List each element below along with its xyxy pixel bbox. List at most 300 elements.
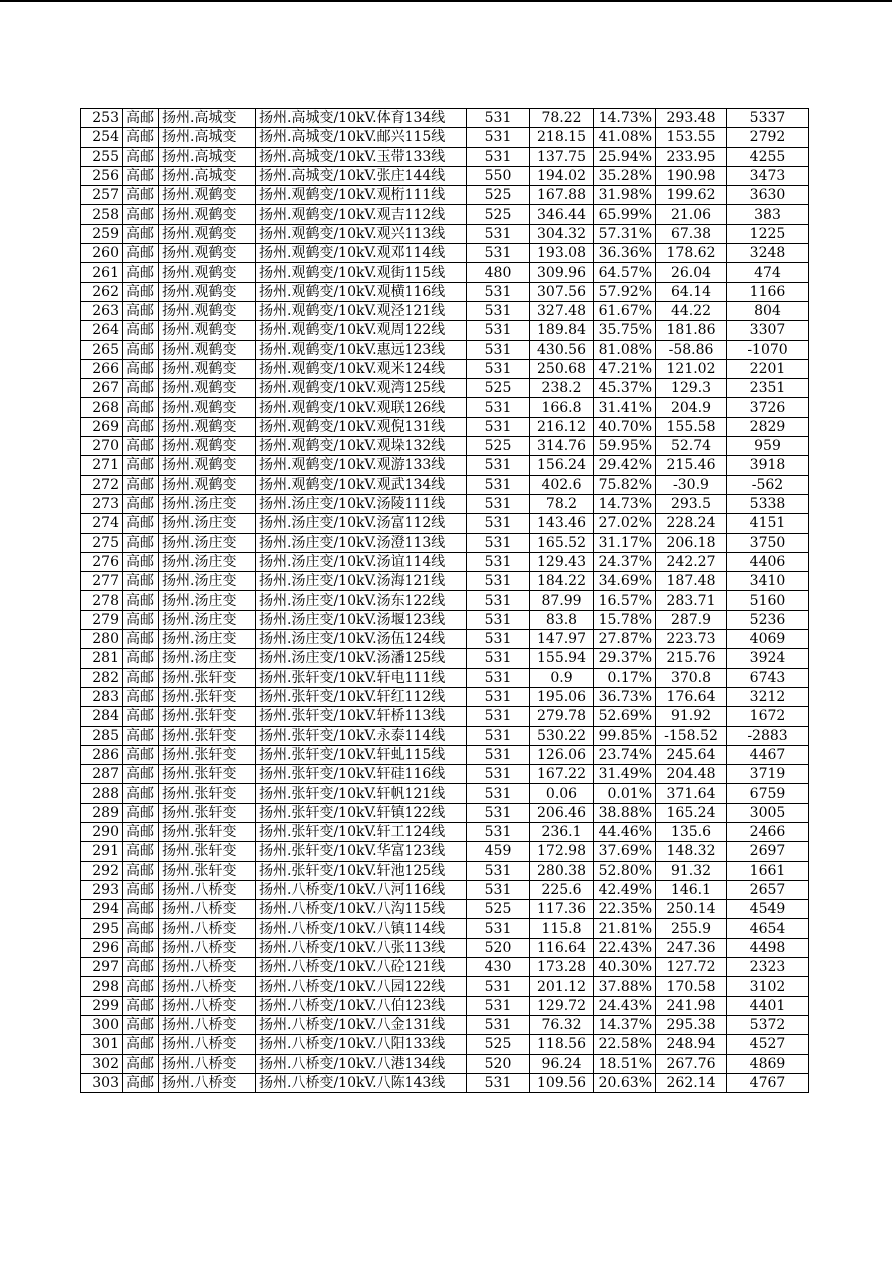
load-cell: 156.24 — [530, 456, 594, 475]
remaining-kw-cell: 4406 — [727, 552, 809, 571]
load-rate-cell: 22.35% — [594, 900, 656, 919]
row-index-cell: 296 — [81, 938, 123, 957]
remaining-kw-cell: 1672 — [727, 707, 809, 726]
row-index-cell: 274 — [81, 514, 123, 533]
feeder-line-cell: 扬州.八桥变/10kV.八镇114线 — [256, 919, 467, 938]
load-cell: 327.48 — [530, 301, 594, 320]
remaining-kw-cell: 6743 — [727, 668, 809, 687]
load-cell: 280.38 — [530, 861, 594, 880]
substation-cell: 扬州.观鹤变 — [159, 417, 256, 436]
load-cell: 129.72 — [530, 996, 594, 1015]
load-cell: 109.56 — [530, 1073, 594, 1092]
capacity-cell: 531 — [467, 707, 530, 726]
feeder-line-cell: 扬州.张轩变/10kV.永泰114线 — [256, 726, 467, 745]
feeder-line-cell: 扬州.八桥变/10kV.八河116线 — [256, 880, 467, 899]
feeder-line-cell: 扬州.张轩变/10kV.华富123线 — [256, 842, 467, 861]
area-cell: 高邮 — [123, 784, 159, 803]
capacity-cell: 525 — [467, 437, 530, 456]
capacity-cell: 531 — [467, 417, 530, 436]
table-row — [81, 649, 809, 668]
substation-cell: 扬州.张轩变 — [159, 822, 256, 841]
remaining-capacity-cell: 91.32 — [656, 861, 727, 880]
capacity-cell: 531 — [467, 359, 530, 378]
feeder-line-cell: 扬州.汤庄变/10kV.汤东122线 — [256, 591, 467, 610]
load-rate-cell: 22.58% — [594, 1035, 656, 1054]
row-index-cell: 263 — [81, 301, 123, 320]
remaining-kw-cell: 4654 — [727, 919, 809, 938]
load-cell: 189.84 — [530, 321, 594, 340]
remaining-capacity-cell: 215.76 — [656, 649, 727, 668]
load-rate-cell: 29.37% — [594, 649, 656, 668]
remaining-capacity-cell: 293.48 — [656, 109, 727, 128]
remaining-capacity-cell: 129.3 — [656, 379, 727, 398]
load-cell: 201.12 — [530, 977, 594, 996]
feeder-line-cell: 扬州.观鹤变/10kV.观周122线 — [256, 321, 467, 340]
remaining-kw-cell: 4255 — [727, 147, 809, 166]
area-cell: 高邮 — [123, 842, 159, 861]
load-cell: 116.64 — [530, 938, 594, 957]
area-cell: 高邮 — [123, 610, 159, 629]
substation-cell: 扬州.张轩变 — [159, 668, 256, 687]
capacity-cell: 531 — [467, 321, 530, 340]
area-cell: 高邮 — [123, 591, 159, 610]
substation-cell: 扬州.张轩变 — [159, 687, 256, 706]
load-rate-cell: 22.43% — [594, 938, 656, 957]
substation-cell: 扬州.汤庄变 — [159, 610, 256, 629]
area-cell: 高邮 — [123, 128, 159, 147]
feeder-line-cell: 扬州.观鹤变/10kV.观兴113线 — [256, 224, 467, 243]
feeder-line-cell: 扬州.八桥变/10kV.八伯123线 — [256, 996, 467, 1015]
capacity-cell: 531 — [467, 340, 530, 359]
remaining-capacity-cell: 26.04 — [656, 263, 727, 282]
table-row — [81, 803, 809, 822]
table-row — [81, 224, 809, 243]
table-row — [81, 707, 809, 726]
row-index-cell: 254 — [81, 128, 123, 147]
load-rate-cell: 15.78% — [594, 610, 656, 629]
feeder-line-cell: 扬州.八桥变/10kV.八金131线 — [256, 1015, 467, 1034]
remaining-kw-cell: 3630 — [727, 186, 809, 205]
area-cell: 高邮 — [123, 996, 159, 1015]
table-row — [81, 687, 809, 706]
table-row — [81, 166, 809, 185]
substation-cell: 扬州.张轩变 — [159, 745, 256, 764]
row-index-cell: 273 — [81, 494, 123, 513]
area-cell: 高邮 — [123, 707, 159, 726]
area-cell: 高邮 — [123, 803, 159, 822]
load-cell: 309.96 — [530, 263, 594, 282]
feeder-line-cell: 扬州.汤庄变/10kV.汤谊114线 — [256, 552, 467, 571]
load-cell: 250.68 — [530, 359, 594, 378]
row-index-cell: 265 — [81, 340, 123, 359]
substation-cell: 扬州.汤庄变 — [159, 591, 256, 610]
row-index-cell: 294 — [81, 900, 123, 919]
load-cell: 83.8 — [530, 610, 594, 629]
feeder-line-cell: 扬州.张轩变/10kV.轩红112线 — [256, 687, 467, 706]
row-index-cell: 284 — [81, 707, 123, 726]
row-index-cell: 288 — [81, 784, 123, 803]
row-index-cell: 271 — [81, 456, 123, 475]
row-index-cell: 301 — [81, 1035, 123, 1054]
substation-cell: 扬州.八桥变 — [159, 977, 256, 996]
substation-cell: 扬州.汤庄变 — [159, 514, 256, 533]
load-rate-cell: 40.70% — [594, 417, 656, 436]
row-index-cell: 253 — [81, 109, 123, 128]
capacity-cell: 531 — [467, 109, 530, 128]
capacity-cell: 531 — [467, 224, 530, 243]
area-cell: 高邮 — [123, 514, 159, 533]
load-rate-cell: 25.94% — [594, 147, 656, 166]
capacity-cell: 531 — [467, 977, 530, 996]
capacity-cell: 531 — [467, 765, 530, 784]
load-rate-cell: 75.82% — [594, 475, 656, 494]
substation-cell: 扬州.观鹤变 — [159, 340, 256, 359]
load-cell: 143.46 — [530, 514, 594, 533]
load-rate-cell: 14.37% — [594, 1015, 656, 1034]
capacity-cell: 531 — [467, 552, 530, 571]
feeder-line-cell: 扬州.观鹤变/10kV.观泾121线 — [256, 301, 467, 320]
load-cell: 279.78 — [530, 707, 594, 726]
load-rate-cell: 0.17% — [594, 668, 656, 687]
row-index-cell: 303 — [81, 1073, 123, 1092]
load-cell: 530.22 — [530, 726, 594, 745]
row-index-cell: 297 — [81, 958, 123, 977]
feeder-line-cell: 扬州.观鹤变/10kV.观桁111线 — [256, 186, 467, 205]
capacity-cell: 531 — [467, 919, 530, 938]
table-row — [81, 359, 809, 378]
remaining-kw-cell: 3102 — [727, 977, 809, 996]
load-rate-cell: 31.17% — [594, 533, 656, 552]
table-row — [81, 938, 809, 957]
remaining-kw-cell: 4869 — [727, 1054, 809, 1073]
load-cell: 206.46 — [530, 803, 594, 822]
table-row — [81, 861, 809, 880]
load-rate-cell: 65.99% — [594, 205, 656, 224]
table-row — [81, 244, 809, 263]
table-row — [81, 668, 809, 687]
remaining-capacity-cell: 64.14 — [656, 282, 727, 301]
capacity-cell: 531 — [467, 996, 530, 1015]
feeder-line-cell: 扬州.张轩变/10kV.轩池125线 — [256, 861, 467, 880]
table-row — [81, 765, 809, 784]
substation-cell: 扬州.高城变 — [159, 147, 256, 166]
load-cell: 173.28 — [530, 958, 594, 977]
load-cell: 307.56 — [530, 282, 594, 301]
load-cell: 126.06 — [530, 745, 594, 764]
remaining-capacity-cell: 135.6 — [656, 822, 727, 841]
capacity-cell: 531 — [467, 475, 530, 494]
substation-cell: 扬州.八桥变 — [159, 919, 256, 938]
table-row — [81, 437, 809, 456]
remaining-capacity-cell: 262.14 — [656, 1073, 727, 1092]
load-rate-cell: 35.28% — [594, 166, 656, 185]
load-cell: 87.99 — [530, 591, 594, 610]
area-cell: 高邮 — [123, 359, 159, 378]
area-cell: 高邮 — [123, 417, 159, 436]
area-cell: 高邮 — [123, 919, 159, 938]
substation-cell: 扬州.张轩变 — [159, 726, 256, 745]
load-rate-cell: 52.69% — [594, 707, 656, 726]
area-cell: 高邮 — [123, 301, 159, 320]
remaining-capacity-cell: 255.9 — [656, 919, 727, 938]
capacity-cell: 531 — [467, 610, 530, 629]
substation-cell: 扬州.八桥变 — [159, 1054, 256, 1073]
remaining-capacity-cell: 176.64 — [656, 687, 727, 706]
load-cell: 304.32 — [530, 224, 594, 243]
capacity-cell: 531 — [467, 398, 530, 417]
remaining-capacity-cell: 371.64 — [656, 784, 727, 803]
capacity-cell: 531 — [467, 649, 530, 668]
feeder-line-cell: 扬州.汤庄变/10kV.汤潘125线 — [256, 649, 467, 668]
area-cell: 高邮 — [123, 321, 159, 340]
capacity-cell: 531 — [467, 533, 530, 552]
table-row — [81, 282, 809, 301]
remaining-kw-cell: 474 — [727, 263, 809, 282]
remaining-capacity-cell: -30.9 — [656, 475, 727, 494]
row-index-cell: 262 — [81, 282, 123, 301]
substation-cell: 扬州.观鹤变 — [159, 244, 256, 263]
row-index-cell: 264 — [81, 321, 123, 340]
table-body — [81, 109, 809, 1093]
load-rate-cell: 37.69% — [594, 842, 656, 861]
remaining-kw-cell: 3473 — [727, 166, 809, 185]
remaining-kw-cell: 4069 — [727, 630, 809, 649]
feeder-line-cell: 扬州.张轩变/10kV.轩工124线 — [256, 822, 467, 841]
remaining-kw-cell: 3307 — [727, 321, 809, 340]
capacity-cell: 525 — [467, 186, 530, 205]
capacity-cell: 531 — [467, 630, 530, 649]
load-rate-cell: 38.88% — [594, 803, 656, 822]
load-rate-cell: 42.49% — [594, 880, 656, 899]
substation-cell: 扬州.张轩变 — [159, 765, 256, 784]
substation-cell: 扬州.观鹤变 — [159, 224, 256, 243]
capacity-cell: 531 — [467, 803, 530, 822]
area-cell: 高邮 — [123, 552, 159, 571]
row-index-cell: 268 — [81, 398, 123, 417]
feeder-line-cell: 扬州.八桥变/10kV.八张113线 — [256, 938, 467, 957]
substation-cell: 扬州.八桥变 — [159, 996, 256, 1015]
remaining-kw-cell: 2351 — [727, 379, 809, 398]
area-cell: 高邮 — [123, 205, 159, 224]
capacity-cell: 531 — [467, 514, 530, 533]
area-cell: 高邮 — [123, 938, 159, 957]
remaining-capacity-cell: 155.58 — [656, 417, 727, 436]
table-row — [81, 186, 809, 205]
table-row — [81, 822, 809, 841]
substation-cell: 扬州.高城变 — [159, 109, 256, 128]
area-cell: 高邮 — [123, 1073, 159, 1092]
substation-cell: 扬州.汤庄变 — [159, 533, 256, 552]
load-rate-cell: 24.37% — [594, 552, 656, 571]
load-rate-cell: 44.46% — [594, 822, 656, 841]
remaining-capacity-cell: 21.06 — [656, 205, 727, 224]
row-index-cell: 260 — [81, 244, 123, 263]
table-row — [81, 205, 809, 224]
remaining-capacity-cell: 204.9 — [656, 398, 727, 417]
substation-cell: 扬州.张轩变 — [159, 861, 256, 880]
load-cell: 167.22 — [530, 765, 594, 784]
table-row — [81, 630, 809, 649]
capacity-cell: 531 — [467, 822, 530, 841]
remaining-capacity-cell: 91.92 — [656, 707, 727, 726]
substation-cell: 扬州.高城变 — [159, 166, 256, 185]
substation-cell: 扬州.高城变 — [159, 128, 256, 147]
remaining-kw-cell: 3918 — [727, 456, 809, 475]
table-row — [81, 533, 809, 552]
row-index-cell: 257 — [81, 186, 123, 205]
load-rate-cell: 40.30% — [594, 958, 656, 977]
table-row — [81, 379, 809, 398]
load-rate-cell: 27.02% — [594, 514, 656, 533]
substation-cell: 扬州.观鹤变 — [159, 321, 256, 340]
load-rate-cell: 14.73% — [594, 109, 656, 128]
row-index-cell: 293 — [81, 880, 123, 899]
load-cell: 165.52 — [530, 533, 594, 552]
load-cell: 115.8 — [530, 919, 594, 938]
remaining-capacity-cell: 204.48 — [656, 765, 727, 784]
feeder-line-cell: 扬州.八桥变/10kV.八陈143线 — [256, 1073, 467, 1092]
load-rate-cell: 31.41% — [594, 398, 656, 417]
load-cell: 172.98 — [530, 842, 594, 861]
table-row — [81, 919, 809, 938]
substation-cell: 扬州.汤庄变 — [159, 552, 256, 571]
row-index-cell: 282 — [81, 668, 123, 687]
row-index-cell: 289 — [81, 803, 123, 822]
table-row — [81, 726, 809, 745]
remaining-kw-cell: -2883 — [727, 726, 809, 745]
remaining-capacity-cell: 370.8 — [656, 668, 727, 687]
load-rate-cell: 45.37% — [594, 379, 656, 398]
table-row — [81, 591, 809, 610]
area-cell: 高邮 — [123, 900, 159, 919]
load-rate-cell: 14.73% — [594, 494, 656, 513]
row-index-cell: 290 — [81, 822, 123, 841]
table-row — [81, 514, 809, 533]
feeder-line-cell: 扬州.观鹤变/10kV.观米124线 — [256, 359, 467, 378]
feeder-line-cell: 扬州.汤庄变/10kV.汤富112线 — [256, 514, 467, 533]
remaining-capacity-cell: 215.46 — [656, 456, 727, 475]
substation-cell: 扬州.八桥变 — [159, 938, 256, 957]
load-cell: 166.8 — [530, 398, 594, 417]
feeder-line-cell: 扬州.张轩变/10kV.轩电111线 — [256, 668, 467, 687]
row-index-cell: 259 — [81, 224, 123, 243]
capacity-cell: 531 — [467, 745, 530, 764]
load-rate-cell: 27.87% — [594, 630, 656, 649]
capacity-cell: 531 — [467, 668, 530, 687]
remaining-capacity-cell: 250.14 — [656, 900, 727, 919]
substation-cell: 扬州.汤庄变 — [159, 572, 256, 591]
remaining-kw-cell: 4151 — [727, 514, 809, 533]
remaining-kw-cell: 804 — [727, 301, 809, 320]
remaining-kw-cell: 4527 — [727, 1035, 809, 1054]
capacity-cell: 531 — [467, 244, 530, 263]
remaining-kw-cell: 2323 — [727, 958, 809, 977]
load-cell: 218.15 — [530, 128, 594, 147]
row-index-cell: 291 — [81, 842, 123, 861]
row-index-cell: 276 — [81, 552, 123, 571]
row-index-cell: 278 — [81, 591, 123, 610]
load-rate-cell: 23.74% — [594, 745, 656, 764]
load-cell: 118.56 — [530, 1035, 594, 1054]
remaining-capacity-cell: 223.73 — [656, 630, 727, 649]
substation-cell: 扬州.八桥变 — [159, 1073, 256, 1092]
substation-cell: 扬州.观鹤变 — [159, 282, 256, 301]
substation-cell: 扬州.观鹤变 — [159, 475, 256, 494]
row-index-cell: 283 — [81, 687, 123, 706]
area-cell: 高邮 — [123, 726, 159, 745]
substation-cell: 扬州.汤庄变 — [159, 649, 256, 668]
capacity-cell: 531 — [467, 128, 530, 147]
row-index-cell: 277 — [81, 572, 123, 591]
area-cell: 高邮 — [123, 1015, 159, 1034]
substation-cell: 扬州.张轩变 — [159, 707, 256, 726]
load-cell: 346.44 — [530, 205, 594, 224]
load-rate-cell: 24.43% — [594, 996, 656, 1015]
substation-cell: 扬州.张轩变 — [159, 784, 256, 803]
substation-cell: 扬州.张轩变 — [159, 803, 256, 822]
capacity-cell: 531 — [467, 861, 530, 880]
load-rate-cell: 59.95% — [594, 437, 656, 456]
table-row — [81, 958, 809, 977]
remaining-kw-cell: 959 — [727, 437, 809, 456]
area-cell: 高邮 — [123, 1054, 159, 1073]
remaining-kw-cell: -562 — [727, 475, 809, 494]
substation-cell: 扬州.观鹤变 — [159, 437, 256, 456]
capacity-cell: 531 — [467, 572, 530, 591]
row-index-cell: 261 — [81, 263, 123, 282]
feeder-line-cell: 扬州.观鹤变/10kV.观街115线 — [256, 263, 467, 282]
load-cell: 216.12 — [530, 417, 594, 436]
substation-cell: 扬州.八桥变 — [159, 1015, 256, 1034]
load-rate-cell: 34.69% — [594, 572, 656, 591]
capacity-cell: 525 — [467, 1035, 530, 1054]
remaining-kw-cell: 3750 — [727, 533, 809, 552]
area-cell: 高邮 — [123, 668, 159, 687]
area-cell: 高邮 — [123, 765, 159, 784]
table-row — [81, 572, 809, 591]
feeder-line-cell: 扬州.高城变/10kV.张庄144线 — [256, 166, 467, 185]
load-rate-cell: 21.81% — [594, 919, 656, 938]
load-cell: 193.08 — [530, 244, 594, 263]
load-rate-cell: 18.51% — [594, 1054, 656, 1073]
load-cell: 0.06 — [530, 784, 594, 803]
load-cell: 76.32 — [530, 1015, 594, 1034]
row-index-cell: 266 — [81, 359, 123, 378]
row-index-cell: 299 — [81, 996, 123, 1015]
feeder-line-cell: 扬州.汤庄变/10kV.汤海121线 — [256, 572, 467, 591]
remaining-capacity-cell: 190.98 — [656, 166, 727, 185]
load-rate-cell: 20.63% — [594, 1073, 656, 1092]
capacity-cell: 531 — [467, 301, 530, 320]
area-cell: 高邮 — [123, 745, 159, 764]
remaining-kw-cell: 4767 — [727, 1073, 809, 1092]
table-row — [81, 340, 809, 359]
feeder-line-cell: 扬州.观鹤变/10kV.观湾125线 — [256, 379, 467, 398]
row-index-cell: 281 — [81, 649, 123, 668]
table-row — [81, 1054, 809, 1073]
area-cell: 高邮 — [123, 977, 159, 996]
substation-cell: 扬州.八桥变 — [159, 958, 256, 977]
table-row — [81, 494, 809, 513]
table-row — [81, 880, 809, 899]
row-index-cell: 287 — [81, 765, 123, 784]
row-index-cell: 270 — [81, 437, 123, 456]
remaining-capacity-cell: 242.27 — [656, 552, 727, 571]
capacity-cell: 531 — [467, 591, 530, 610]
remaining-capacity-cell: 146.1 — [656, 880, 727, 899]
remaining-capacity-cell: 293.5 — [656, 494, 727, 513]
table-row — [81, 977, 809, 996]
